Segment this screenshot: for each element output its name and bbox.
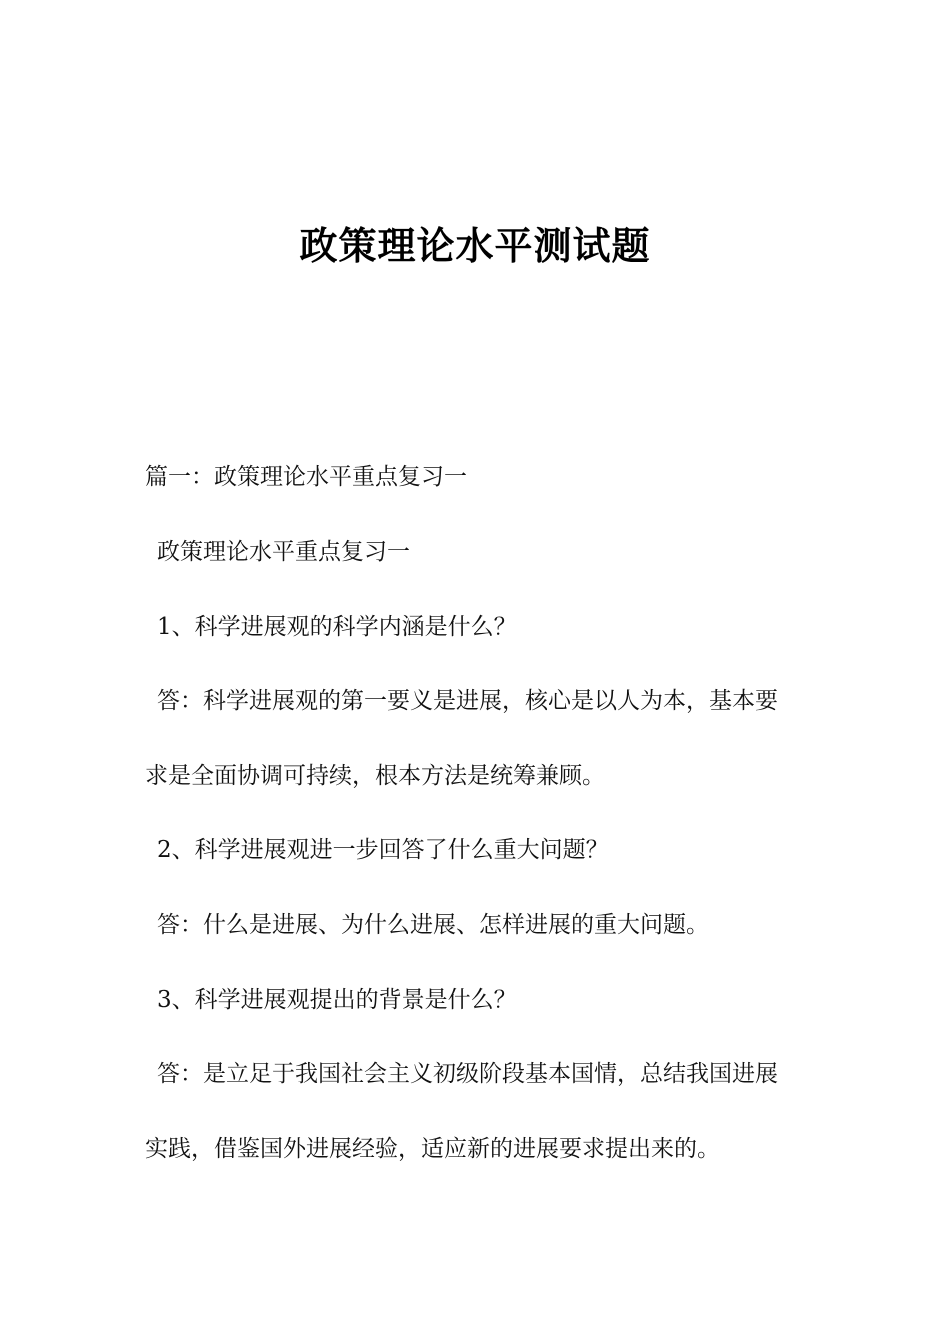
answer-1-line-2: 求是全面协调可持续，根本方法是统筹兼顾。 (145, 763, 605, 789)
answer-3-line-2: 实践，借鉴国外进展经验，适应新的进展要求提出来的。 (145, 1136, 720, 1162)
question-3: 3、科学进展观提出的背景是什么？ (157, 987, 517, 1013)
answer-2: 答：什么是进展、为什么进展、怎样进展的重大问题。 (157, 912, 709, 938)
answer-1-line-1: 答：科学进展观的第一要义是进展，核心是以人为本，基本要 (157, 688, 778, 714)
section-heading: 篇一：政策理论水平重点复习一 (145, 464, 467, 490)
subsection-heading: 政策理论水平重点复习一 (157, 539, 410, 565)
answer-3-line-1: 答：是立足于我国社会主义初级阶段基本国情，总结我国进展 (157, 1061, 778, 1087)
question-1: 1、科学进展观的科学内涵是什么？ (157, 614, 517, 640)
question-2: 2、科学进展观进一步回答了什么重大问题？ (157, 837, 609, 863)
document-title: 政策理论水平测试题 (299, 224, 651, 268)
